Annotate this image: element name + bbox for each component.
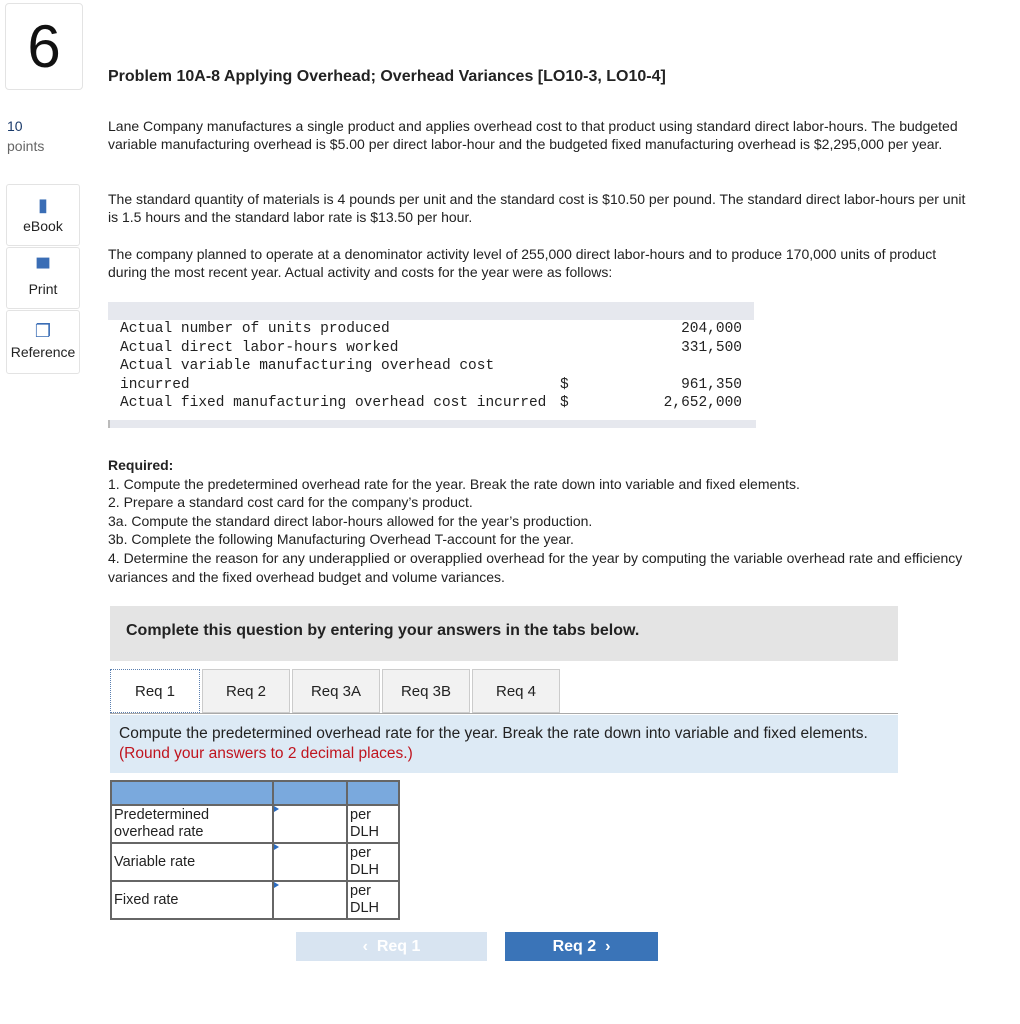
next-button[interactable] [505, 932, 658, 961]
ebook-label: eBook [23, 218, 63, 234]
table-footer [108, 420, 756, 428]
prev-button[interactable] [296, 932, 487, 961]
rounding-note: (Round your answers to 2 decimal places.) [119, 745, 413, 762]
copy-icon: ❐ [34, 321, 52, 341]
fixed-rate-input[interactable] [273, 881, 347, 919]
currency [560, 320, 577, 339]
row-label: Actual fixed manufacturing overhead cost incurred [120, 395, 547, 411]
table-row [111, 843, 399, 881]
tab-req-1[interactable]: Req 1 [110, 669, 200, 713]
row-label: Predetermined overhead rate [111, 805, 273, 843]
table-row [120, 339, 750, 358]
table-row [120, 320, 750, 339]
required-item: 3b. Complete the following Manufacturing Overhead T-account for the year. [108, 531, 574, 548]
points-label: points [7, 138, 45, 154]
unit-label: per DLH [347, 881, 399, 919]
required-item: 4. Determine the reason for any underapplied or overapplied overhead for the year by computing the variable overhead rate and efficiency variances and the fixed overhead budget and volume variances. [108, 549, 963, 585]
variable-rate-input[interactable] [273, 843, 347, 881]
reference-button[interactable] [6, 310, 80, 374]
actuals-table [108, 302, 754, 413]
printer-icon: ▀ [36, 258, 50, 278]
header-cell [347, 781, 399, 805]
paragraph: The company planned to operate at a denominator activity level of 255,000 direct labor-hours and to produce 170,000 units of product during the most recent year. Actual activity and costs for the year were as follows: [108, 246, 937, 280]
currency: $ [560, 376, 569, 393]
tab-divider [110, 713, 898, 714]
points-value: 10 [7, 118, 23, 134]
ebook-button[interactable] [6, 184, 80, 246]
tab-instruction [110, 715, 898, 773]
tab-bar [110, 669, 562, 713]
required-item: 2. Prepare a standard cost card for the company’s product. [108, 494, 473, 511]
tab-req-2[interactable]: Req 2 [202, 669, 290, 713]
table-row [120, 394, 750, 413]
table-row [120, 357, 750, 394]
required-item: 3a. Compute the standard direct labor-hours allowed for the year’s production. [108, 512, 593, 529]
paragraph: The standard quantity of materials is 4 pounds per unit and the standard cost is $10.50 per pound. The standard direct labor-hours per unit is 1.5 hours and the standard labor rate is $13.50 per hour. [108, 191, 966, 225]
row-value: 204,000 [681, 321, 742, 337]
row-label: Actual direct labor-hours worked [120, 339, 399, 356]
row-value: 961,350 [681, 376, 742, 393]
row-value: 2,652,000 [663, 395, 742, 411]
table-row [111, 805, 399, 843]
answer-table [110, 780, 400, 920]
required-section [108, 456, 988, 586]
required-item: 1. Compute the predetermined overhead rate for the year. Break the rate down into variable and fixed elements. [108, 475, 800, 492]
question-number: 6 [5, 3, 83, 90]
predetermined-rate-input[interactable] [273, 805, 347, 843]
table-row [111, 881, 399, 919]
tab-req-3a[interactable]: Req 3A [292, 669, 380, 713]
paragraph: Lane Company manufactures a single product and applies overhead cost to that product using standard direct labor-hours. The budgeted variable manufacturing overhead is $5.00 per direct labor-hour and the budgeted fixed manufacturing overhead is $2,295,000 per year. [108, 118, 958, 152]
points [7, 116, 44, 156]
currency [560, 339, 577, 358]
row-label: Fixed rate [111, 881, 273, 919]
reference-label: Reference [10, 344, 76, 360]
instructions-banner: Complete this question by entering your answers in the tabs below. [110, 606, 898, 661]
book-icon: ▮ [38, 195, 48, 215]
header-cell [111, 781, 273, 805]
tab-req-3b[interactable]: Req 3B [382, 669, 470, 713]
problem-title: Problem 10A-8 Applying Overhead; Overhead Variances [LO10-3, LO10-4] [108, 68, 666, 85]
header-cell [273, 781, 347, 805]
prev-label: Req 1 [376, 938, 421, 955]
tab-req-4[interactable]: Req 4 [472, 669, 560, 713]
row-label: Actual variable manufacturing overhead cost incurred [120, 358, 495, 393]
chevron-right-icon: › [605, 938, 611, 955]
required-heading: Required: [108, 457, 174, 473]
unit-label: per DLH [347, 843, 399, 881]
print-button[interactable] [6, 247, 80, 309]
currency: $ [560, 395, 569, 411]
next-label: Req 2 [552, 938, 597, 955]
print-label: Print [28, 281, 58, 297]
instruction-text: Compute the predetermined overhead rate for the year. Break the rate down into variable and fixed elements. [119, 725, 868, 742]
unit-label: per DLH [347, 805, 399, 843]
row-value: 331,500 [681, 339, 742, 356]
row-label: Variable rate [111, 843, 273, 881]
chevron-left-icon: ‹ [362, 938, 368, 955]
row-label: Actual number of units produced [120, 321, 390, 337]
